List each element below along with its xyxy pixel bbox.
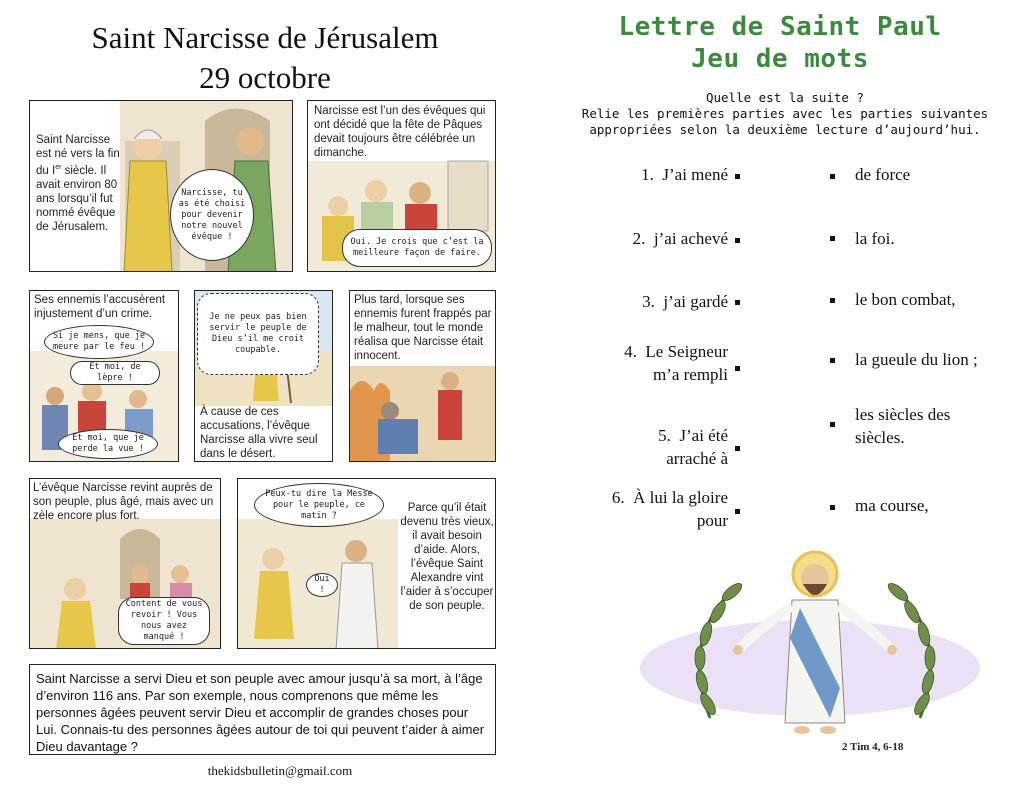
- title-saint-name: Saint Narcisse de Jérusalem: [91, 20, 439, 55]
- match-right-dot-3[interactable]: [830, 298, 835, 303]
- panel-3-speech-bubble-2: Et moi, de lèpre !: [70, 361, 160, 385]
- panel-1-speech-bubble: Narcisse, tu as été choisi pour devenir notre nouvel évêque !: [170, 169, 254, 261]
- match-left-dot-1[interactable]: [735, 174, 740, 179]
- reflection-box: Saint Narcisse a servi Dieu et son peuple avec amour jusqu’à sa mort, à l’âge d’environ 116 ans. Par son exemple, nous comprenons que même les personnes âgées peuvent servir Dieu et accomplir de grandes choses pour Lui. Connais-tu des personnes âgées autour de toi qui peuvent t’aider à aimer Dieu davantage ?: [29, 664, 496, 755]
- match-right-item-5: les siècles des siècles.: [855, 405, 951, 447]
- comic-panel-1: [29, 100, 293, 272]
- activity-subtitle: Jeu de mots: [691, 44, 869, 74]
- match-right-dot-6[interactable]: [830, 505, 835, 510]
- comic-panel-6: [29, 478, 221, 649]
- match-right-item-1: de force: [855, 165, 911, 184]
- panel-2-caption: Narcisse est l’un des évêques qui ont décidé que la fête de Pâques devait toujours être célébrée un dimanche.: [314, 105, 486, 159]
- match-left-item-1: 1. J’ai mené: [641, 165, 728, 184]
- panel-5-caption: Plus tard, lorsque ses ennemis furent frappés par le malheur, tout le monde réalisa que Narcisse était innocent.: [354, 294, 492, 362]
- match-left-dot-2[interactable]: [735, 238, 740, 243]
- activity-instruction-line-1: Relie les premières parties avec les parties suivantes: [581, 106, 989, 121]
- match-left-item-3: 3. j’ai gardé: [642, 292, 728, 311]
- comic-panel-3: [29, 290, 179, 462]
- match-left-dot-5[interactable]: [735, 446, 740, 451]
- panel-6-caption: L’évêque Narcisse revint auprès de son peuple, plus âgé, mais avec un zèle encore plus fort.: [33, 482, 214, 522]
- match-left-item-2: 2. j’ai achevé: [632, 229, 728, 248]
- match-left-item-6: 6. À lui la gloire pour: [611, 488, 728, 530]
- match-left-dot-4[interactable]: [735, 366, 740, 371]
- scripture-reference: 2 Tim 4, 6-18: [842, 741, 904, 753]
- match-right-item-3: le bon combat,: [855, 290, 956, 309]
- panel-3-speech-bubble-1: Si je mens, que je meure par le feu !: [44, 325, 154, 359]
- activity-instruction-line-2: appropriées selon la deuxième lecture d’aujourd’hui.: [589, 122, 981, 137]
- match-right-item-2: la foi.: [855, 229, 895, 248]
- match-left-item-5: 5. J’ai été arraché à: [658, 426, 728, 468]
- activity-question: Quelle est la suite ?: [705, 90, 865, 105]
- page-title: [40, 18, 490, 98]
- match-left-dot-6[interactable]: [735, 509, 740, 514]
- match-right-dot-5[interactable]: [830, 422, 835, 427]
- panel-3-speech-bubble-3: Et moi, que je perde la vue !: [58, 429, 158, 459]
- panel-2-speech-bubble: Oui. Je crois que c’est la meilleure façon de faire.: [342, 229, 492, 267]
- comic-panel-2: [307, 100, 496, 272]
- match-right-dot-1[interactable]: [830, 174, 835, 179]
- match-right-dot-2[interactable]: [830, 236, 835, 241]
- comic-panel-7: [237, 478, 496, 649]
- match-left-item-4: 4. Le Seigneur m’a rempli: [624, 342, 728, 384]
- match-right-item-4: la gueule du lion ;: [855, 350, 978, 369]
- panel-4-speech-bubble: Je ne peux pas bien servir le peuple de Dieu s’il me croit coupable.: [197, 293, 319, 375]
- panel-7-caption: Parce qu’il était devenu très vieux, il avait besoin d’aide. Alors, l’évêque Saint Alexandre vint l’aider à s’occuper de son peuple.: [400, 502, 494, 612]
- panel-3-caption: Ses ennemis l’accusèrent injustement d’un crime.: [34, 294, 166, 320]
- match-right-item-6: ma course,: [855, 496, 929, 515]
- match-left-dot-3[interactable]: [735, 300, 740, 305]
- comic-panel-4: [194, 290, 333, 462]
- match-right-dot-4[interactable]: [830, 358, 835, 363]
- comic-panel-5: [349, 290, 496, 462]
- panel-7-speech-bubble-1: Peux-tu dire la Messe pour le peuple, ce matin ?: [254, 483, 384, 527]
- panel-4-caption: À cause de ces accusations, l’évêque Narcisse alla vivre seul dans le désert.: [200, 406, 318, 460]
- panel-7-speech-bubble-2: Oui !: [306, 573, 338, 597]
- panel-1-caption: Saint Narcisse est né vers la fin du Ier siècle. Il avait environ 80 ans lorsqu’il fut nommé évêque de Jérusalem.: [36, 134, 120, 233]
- title-date: 29 octobre: [199, 60, 331, 95]
- panel-6-speech-bubble: Content de vous revoir ! Vous nous avez manqué !: [118, 597, 210, 645]
- contact-email: thekidsbulletin@gmail.com: [207, 763, 353, 778]
- activity-title: Lettre de Saint Paul: [618, 12, 942, 42]
- saint-paul-illustration: [640, 548, 990, 788]
